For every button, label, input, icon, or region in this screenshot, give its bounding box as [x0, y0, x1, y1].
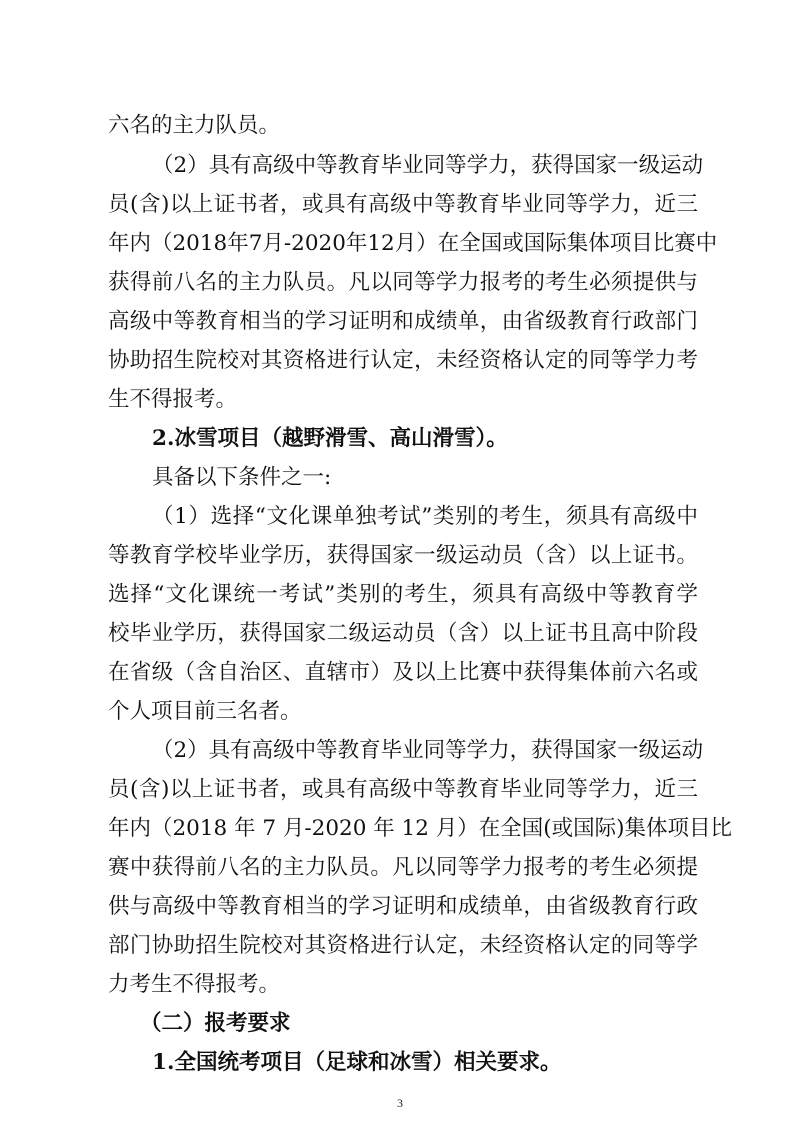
subsection-heading: （二）报考要求	[140, 1011, 291, 1036]
body-text-line: （2）具有高级中等教育毕业同等学力，获得国家一级运动	[152, 153, 704, 178]
body-text-line: 高级中等教育相当的学习证明和成绩单，由省级教育行政部门	[108, 309, 698, 334]
body-text-line: 供与高级中等教育相当的学习证明和成绩单，由省级教育行政	[108, 894, 698, 919]
section-heading: 2.冰雪项目（越野滑雪、高山滑雪）。	[152, 426, 508, 451]
body-text-line: 等教育学校毕业学历，获得国家一级运动员（含）以上证书。	[108, 543, 698, 568]
body-text-line: 员(含)以上证书者，或具有高级中等教育毕业同等学力，近三	[108, 192, 698, 217]
body-text-line: 员(含)以上证书者，或具有高级中等教育毕业同等学力，近三	[108, 777, 698, 802]
body-text-line: 生不得报考。	[108, 387, 238, 412]
body-text-line: 年内（2018 年 7 月-2020 年 12 月）在全国(或国际)集体项目比	[108, 816, 733, 841]
body-text-line: 部门协助招生院校对其资格进行认定，未经资格认定的同等学	[108, 933, 698, 958]
item-heading: 1.全国统考项目（足球和冰雪）相关要求。	[152, 1050, 562, 1075]
page-number: 3	[397, 1096, 403, 1110]
body-text-line: 年内（2018年7月-2020年12月）在全国或国际集体项目比赛中	[108, 231, 718, 256]
body-text-line: 力考生不得报考。	[108, 972, 281, 997]
body-text-line: 在省级（含自治区、直辖市）及以上比赛中获得集体前六名或	[108, 660, 698, 685]
body-text-line: 具备以下条件之一:	[152, 465, 332, 490]
body-text-line: 校毕业学历，获得国家二级运动员（含）以上证书且高中阶段	[108, 621, 698, 646]
body-text-line: 六名的主力队员。	[108, 113, 281, 138]
body-text-line: 选择“文化课统一考试”类别的考生，须具有高级中等教育学	[108, 582, 698, 607]
body-text-line: 个人项目前三名者。	[108, 699, 302, 724]
body-text-line: 赛中获得前八名的主力队员。凡以同等学力报考的考生必须提	[108, 855, 698, 880]
body-text-line: （1）选择“文化课单独考试”类别的考生，须具有高级中	[152, 504, 698, 529]
body-text-line: 协助招生院校对其资格进行认定，未经资格认定的同等学力考	[108, 348, 698, 373]
body-text-line: （2）具有高级中等教育毕业同等学力，获得国家一级运动	[152, 738, 704, 763]
body-text-line: 获得前八名的主力队员。凡以同等学力报考的考生必须提供与	[108, 270, 698, 295]
